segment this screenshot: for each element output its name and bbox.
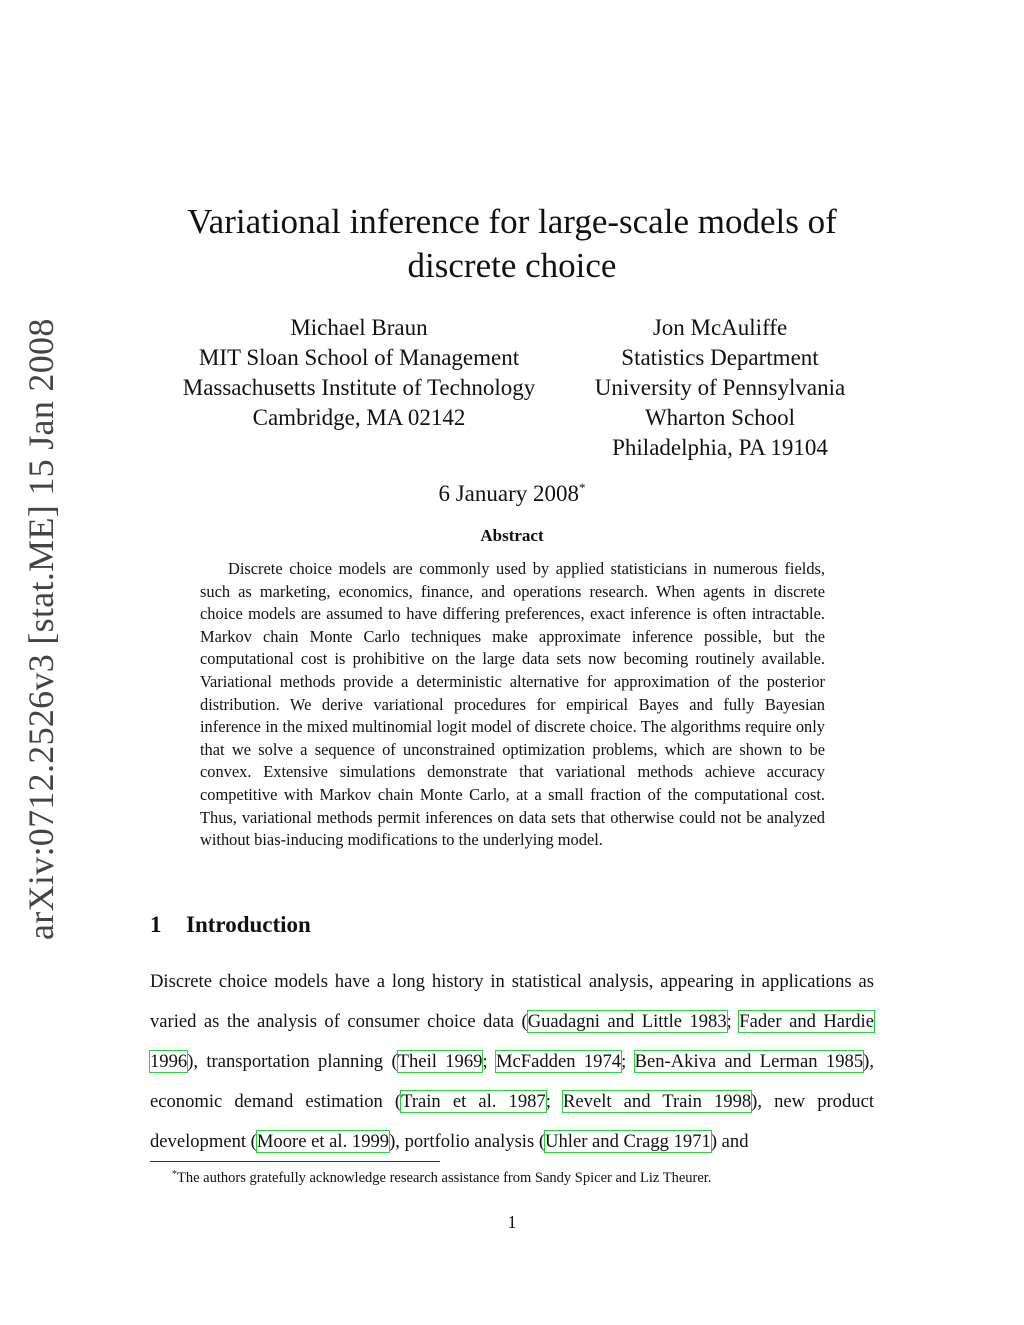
intro-text: ), new product development (: [150, 1091, 874, 1152]
citation-link[interactable]: McFadden 1974: [495, 1051, 622, 1072]
introduction-paragraph: [150, 962, 874, 1162]
footnote-divider: [150, 1161, 440, 1162]
date-text: 6 January 2008: [438, 481, 580, 506]
citation-link[interactable]: Uhler and Cragg 1971: [545, 1131, 711, 1152]
publication-date: [0, 480, 1024, 507]
footnote-marker: *: [579, 480, 586, 495]
abstract-body: Discrete choice models are commonly used by applied statisticians in numerous fields, such as marketing, economics, finance, and operations research. When agents in discrete choice models are assumed to have differing preferences, exact inference is often intractable. Markov chain Monte Carlo techniques make approximate inference possible, but the computational cost is prohibitive on the large data sets now becoming routinely available. Variational methods provide a deterministic alternative for approximation of the posterior distribution. We derive variational procedures for empirical Bayes and fully Bayesian inference in the mixed multinomial logit model of discrete choice. The algorithms require only that we solve a sequence of unconstrained optimization problems, which are shown to be convex. Extensive simulations demonstrate that variational methods achieve accuracy competitive with Markov chain Monte Carlo, at a small fraction of the computational cost. Thus, variational methods permit inferences on data sets that otherwise could not be analyzed without bias-inducing modifications to the underlying model.: [200, 559, 825, 850]
author-block-mcauliffe: [580, 313, 860, 463]
intro-text: ), economic demand estimation (: [150, 1051, 874, 1112]
citation-link[interactable]: Fader and Hardie 1996: [150, 1011, 874, 1072]
author-name: Jon McAuliffe: [652, 315, 788, 340]
citation-link[interactable]: Theil 1969: [397, 1051, 483, 1072]
section-heading-introduction: [150, 912, 311, 938]
author-block-braun: [155, 313, 563, 433]
intro-text: ), transportation planning (: [187, 1051, 398, 1072]
intro-text: Discrete choice models have a long history in statistical analysis, appearing in applications as varied as the analysis of consumer choice data (: [150, 971, 874, 1032]
citation-link[interactable]: Revelt and Train 1998: [563, 1091, 752, 1112]
citation-link[interactable]: Ben-Akiva and Lerman 1985: [634, 1051, 864, 1072]
footnote-marker: *: [172, 1169, 177, 1180]
intro-text: ;: [621, 1051, 635, 1072]
arxiv-identifier-stamp: arXiv:0712.2526v3 [stat.ME] 15 Jan 2008: [21, 318, 61, 940]
intro-text: ), portfolio analysis (: [389, 1131, 546, 1152]
abstract-heading: Abstract: [480, 526, 544, 545]
author-affiliation-line: University of Pennsylvania: [594, 375, 846, 400]
citation-link[interactable]: Guadagni and Little 1983: [527, 1011, 727, 1032]
intro-text: ;: [726, 1011, 740, 1032]
page-number: 1: [507, 1212, 517, 1232]
section-number: 1: [150, 912, 162, 937]
author-affiliation-line: Massachusetts Institute of Technology: [182, 375, 536, 400]
author-name: Michael Braun: [290, 315, 428, 340]
author-affiliation-line: Philadelphia, PA 19104: [612, 435, 828, 460]
citation-link[interactable]: Train et al. 1987: [401, 1091, 546, 1112]
author-affiliation-line: Statistics Department: [621, 345, 819, 370]
intro-text: ;: [482, 1051, 496, 1072]
author-affiliation-line: MIT Sloan School of Management: [198, 345, 520, 370]
intro-text: ) and: [710, 1131, 749, 1152]
author-affiliation-line: Cambridge, MA 02142: [252, 405, 466, 430]
paper-title: Variational inference for large-scale models of discrete choice: [187, 202, 837, 285]
section-title: Introduction: [186, 912, 311, 937]
intro-text: ;: [545, 1091, 563, 1112]
citation-link[interactable]: Moore et al. 1999: [256, 1131, 390, 1152]
author-affiliation-line: Wharton School: [644, 405, 796, 430]
footnote: [172, 1165, 872, 1188]
footnote-text: The authors gratefully acknowledge research assistance from Sandy Spicer and Liz Theurer.: [177, 1170, 712, 1186]
